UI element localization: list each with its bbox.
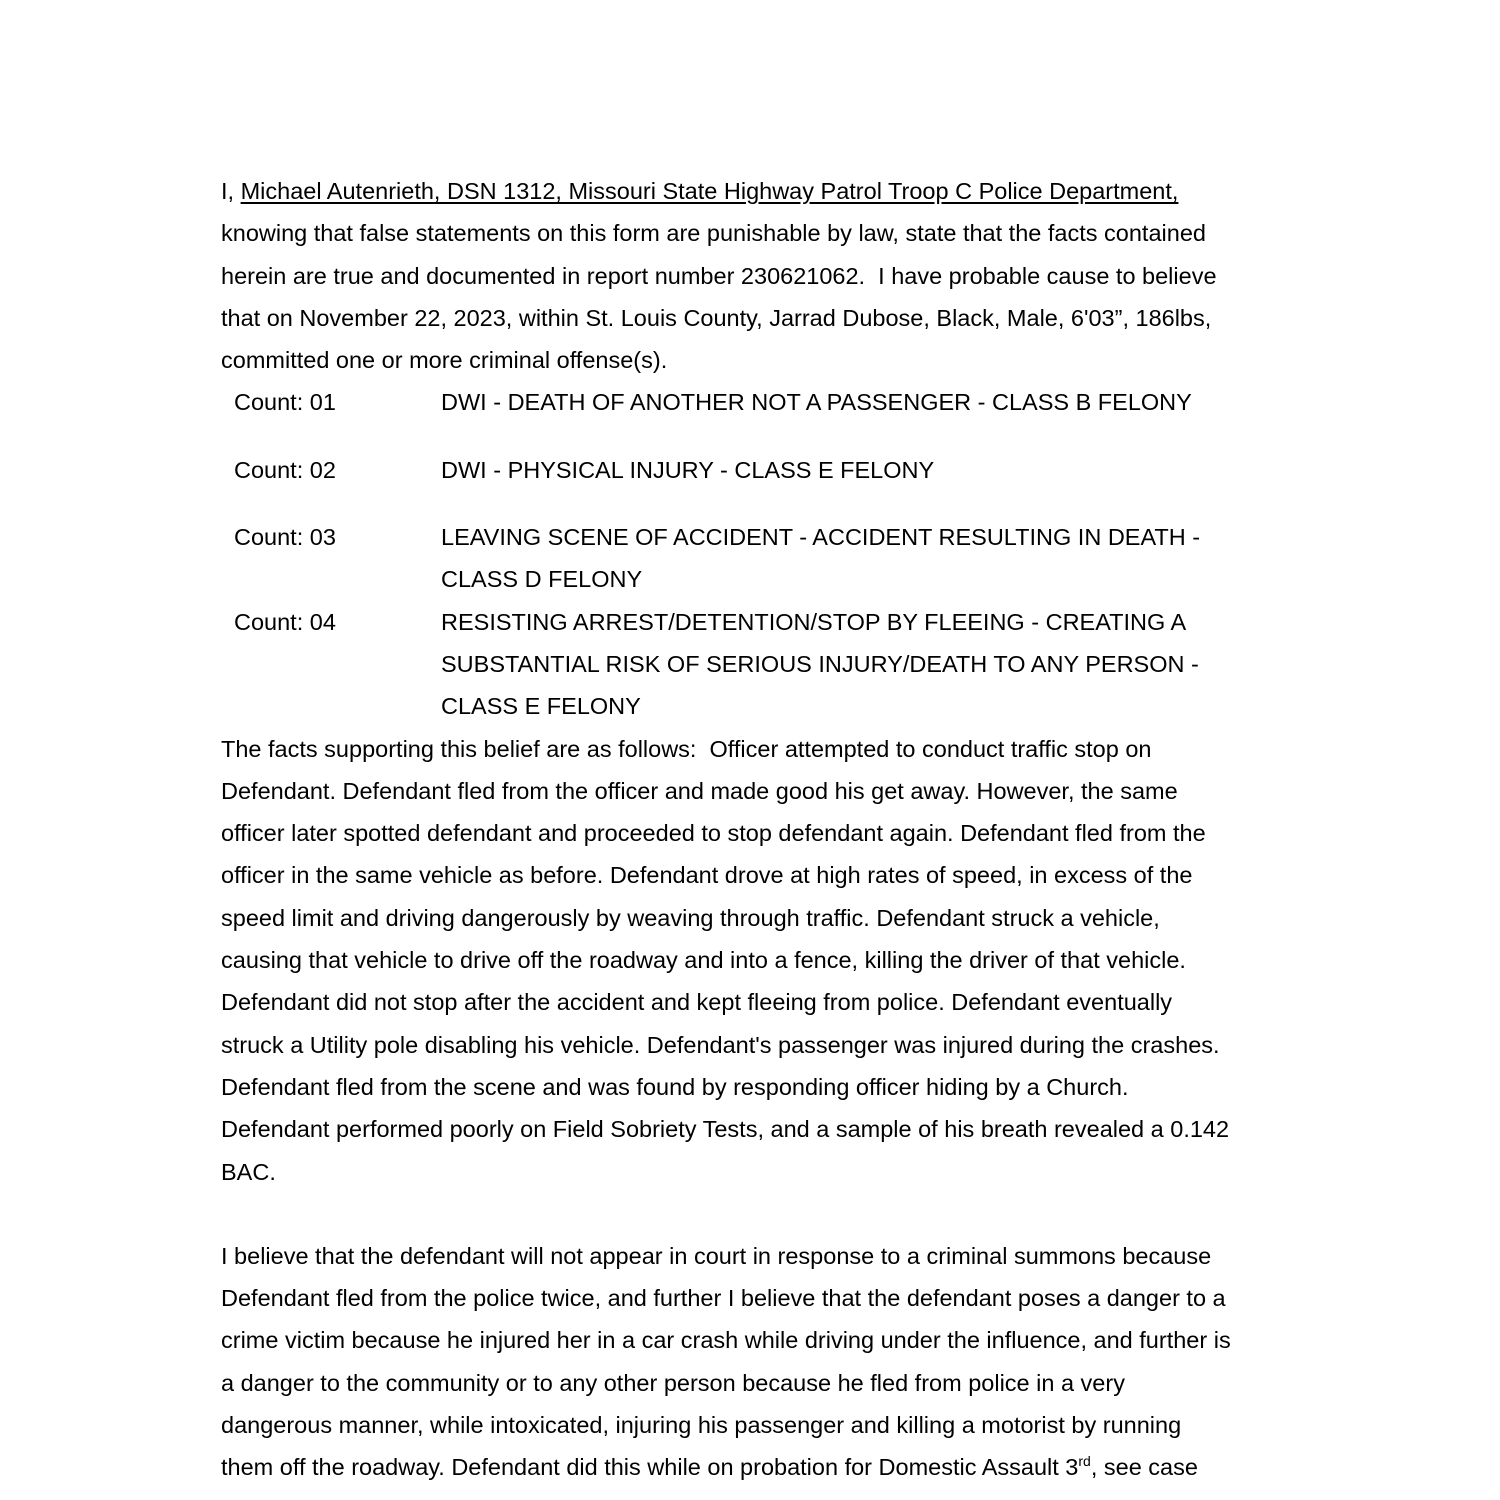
facts-line: Defendant performed poorly on Field Sobriety Tests, and a sample of his breath revealed a 0.142 <box>221 1116 1230 1143</box>
belief-text: them off the roadway. Defendant did this while on probation for Domestic Assault 3 <box>221 1454 1079 1481</box>
facts-line: The facts supporting this belief are as follows: Officer attempted to conduct traffic stop on <box>221 735 1152 762</box>
belief-text: , see case <box>1090 1454 1198 1481</box>
belief-line: dangerous manner, while intoxicated, injuring his passenger and killing a motorist by running <box>221 1412 1182 1439</box>
count-charge: SUBSTANTIAL RISK OF SERIOUS INJURY/DEATH TO ANY PERSON - <box>441 650 1199 677</box>
count-charge: LEAVING SCENE OF ACCIDENT - ACCIDENT RESULTING IN DEATH - <box>441 524 1201 551</box>
intro-line <box>221 174 1301 216</box>
facts-line: Defendant. Defendant fled from the officer and made good his get away. However, the same <box>221 777 1178 804</box>
count-label: Count: 01 <box>234 389 336 416</box>
facts-line: BAC. <box>221 1158 276 1185</box>
facts-line: speed limit and driving dangerously by weaving through traffic. Defendant struck a vehicle, <box>221 904 1160 931</box>
belief-line: crime victim because he injured her in a car crash while driving under the influence, and further is <box>221 1327 1231 1354</box>
facts-line: causing that vehicle to drive off the roadway and into a fence, killing the driver of that vehicle. <box>221 947 1186 974</box>
count-label: Count: 04 <box>234 608 336 635</box>
facts-line: struck a Utility pole disabling his vehicle. Defendant's passenger was injured during the crashes. <box>221 1031 1220 1058</box>
facts-paragraph <box>221 732 1301 1197</box>
facts-line: Defendant did not stop after the accident and kept fleeing from police. Defendant eventually <box>221 989 1173 1016</box>
count-label: Count: 03 <box>234 524 336 551</box>
intro-line: committed one or more criminal offense(s). <box>221 347 668 374</box>
officer-identity: Michael Autenrieth, DSN 1312, Missouri State Highway Patrol Troop C Police Department, <box>240 178 1179 204</box>
count-charge: DWI - DEATH OF ANOTHER NOT A PASSENGER - CLASS B FELONY <box>441 389 1192 416</box>
count-label: Count: 02 <box>234 456 336 483</box>
intro-prefix: I, <box>221 178 241 204</box>
facts-line: Defendant fled from the scene and was found by responding officer hiding by a Church. <box>221 1073 1129 1100</box>
belief-paragraph <box>221 1239 1301 1493</box>
count-charge: CLASS E FELONY <box>441 693 641 720</box>
facts-line: officer later spotted defendant and proceeded to stop defendant again. Defendant fled from the <box>221 820 1206 847</box>
count-02 <box>221 453 1301 495</box>
belief-line: a danger to the community or to any other person because he fled from police in a very <box>221 1369 1125 1396</box>
count-charge: CLASS D FELONY <box>441 566 643 593</box>
count-charge: DWI - PHYSICAL INJURY - CLASS E FELONY <box>441 456 935 483</box>
belief-line <box>221 1450 1301 1492</box>
probable-cause-statement <box>221 174 1301 1493</box>
count-charge: RESISTING ARREST/DETENTION/STOP BY FLEEING - CREATING A <box>441 608 1187 635</box>
facts-line: officer in the same vehicle as before. Defendant drove at high rates of speed, in excess of the <box>221 862 1193 889</box>
intro-line: herein are true and documented in report number 230621062. I have probable cause to believe <box>221 262 1217 289</box>
belief-line: Defendant fled from the police twice, and further I believe that the defendant poses a danger to a <box>221 1285 1226 1312</box>
count-03 <box>221 520 1301 605</box>
ordinal-suffix: rd <box>1078 1453 1091 1470</box>
belief-line: I believe that the defendant will not appear in court in response to a criminal summons because <box>221 1242 1212 1269</box>
intro-line: knowing that false statements on this form are punishable by law, state that the facts contained <box>221 220 1206 247</box>
intro-line: that on November 22, 2023, within St. Louis County, Jarrad Dubose, Black, Male, 6'03”, 186lbs, <box>221 304 1212 331</box>
count-04 <box>221 605 1301 732</box>
count-01 <box>221 385 1301 427</box>
